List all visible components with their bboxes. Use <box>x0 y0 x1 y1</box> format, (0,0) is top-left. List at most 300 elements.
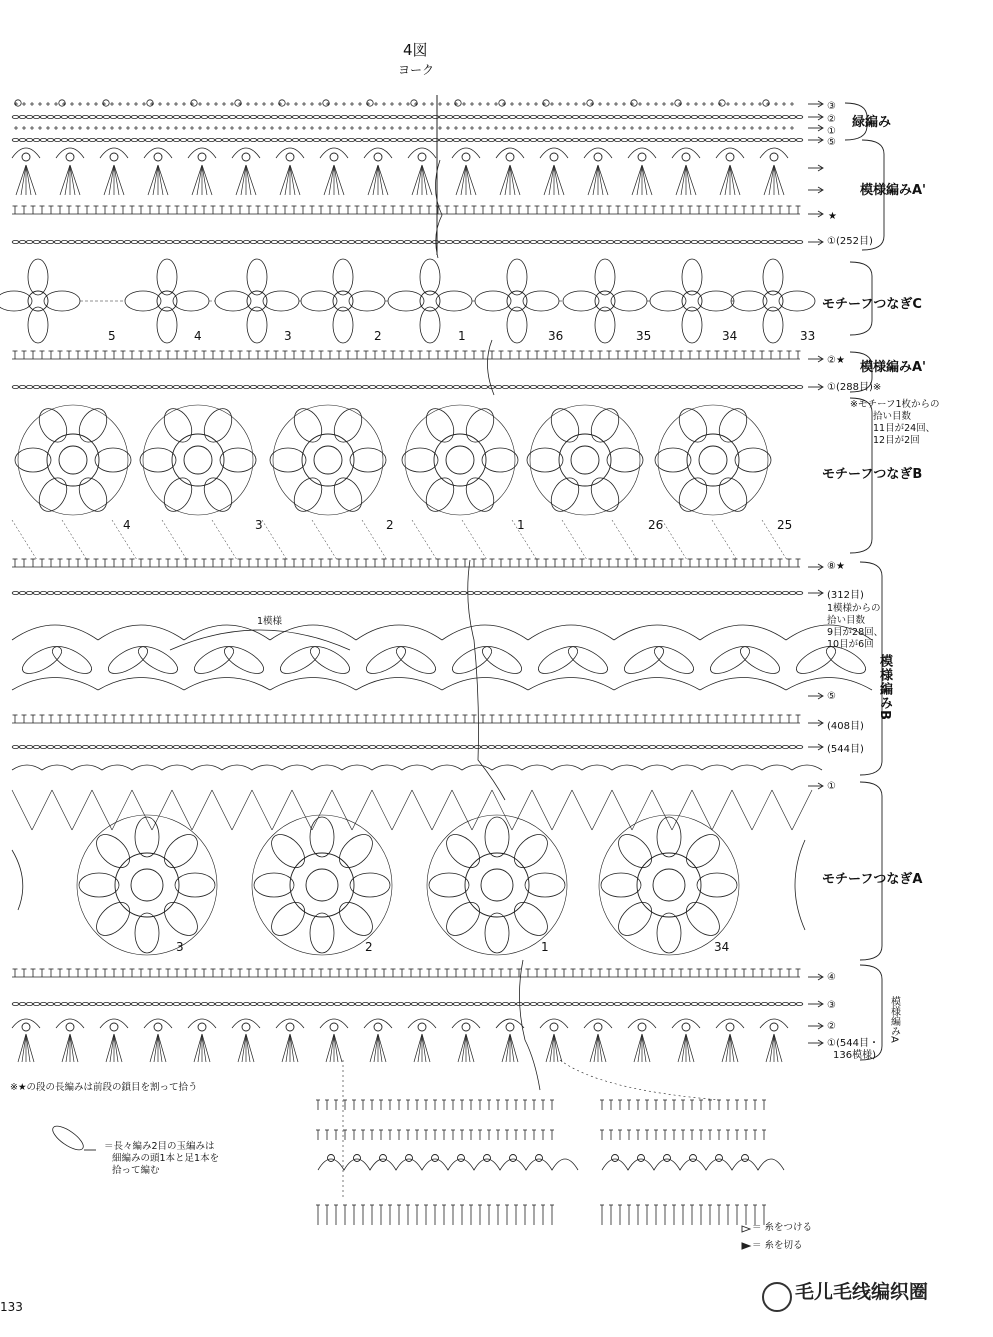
fan-stitch <box>104 165 114 195</box>
chain-stitch <box>208 240 215 243</box>
chain-stitch <box>145 385 152 388</box>
chain-stitch <box>40 745 47 748</box>
motif-a-center <box>481 869 513 901</box>
fan-stitch <box>466 165 471 195</box>
chain-stitch <box>348 385 355 388</box>
chain-stitch <box>698 591 705 594</box>
chain-stitch <box>789 115 796 118</box>
fan-stitch <box>686 165 691 195</box>
chain-stitch <box>460 385 467 388</box>
chain-stitch <box>117 591 124 594</box>
motif-b-petal <box>140 448 176 472</box>
chain-stitch <box>404 591 411 594</box>
pickup-triangle <box>792 790 812 830</box>
chain-stitch <box>40 1002 47 1005</box>
chain-stitch <box>173 240 180 243</box>
chain-stitch <box>586 1002 593 1005</box>
fan-stitch <box>370 1034 378 1062</box>
chain-stitch <box>418 745 425 748</box>
chain-stitch <box>12 240 19 243</box>
chain-stitch <box>362 138 369 141</box>
fan-arc <box>672 1019 700 1028</box>
chain-stitch <box>54 385 61 388</box>
chain-stitch <box>719 138 726 141</box>
fan-stitch <box>774 1034 778 1062</box>
fan-stitch <box>554 165 559 195</box>
fan-stitch <box>730 165 740 195</box>
chain-stitch <box>705 745 712 748</box>
chain-stitch <box>201 1002 208 1005</box>
chain-stitch <box>236 240 243 243</box>
chain-stitch <box>705 591 712 594</box>
chain-stitch <box>166 1002 173 1005</box>
motif-a-petal <box>657 913 681 953</box>
fan-stitch <box>70 165 75 195</box>
chain-stitch <box>355 591 362 594</box>
motif-a-number: 34 <box>714 940 730 954</box>
chain-stitch <box>775 385 782 388</box>
detail-puff <box>690 1155 697 1162</box>
chain-stitch <box>481 385 488 388</box>
chain-stitch <box>558 240 565 243</box>
pattern-b-arc <box>442 625 528 640</box>
chain-stitch <box>586 240 593 243</box>
chain-stitch <box>47 591 54 594</box>
detail-puff <box>354 1155 361 1162</box>
chain-stitch <box>481 1002 488 1005</box>
chain-stitch <box>159 1002 166 1005</box>
chain-stitch <box>488 745 495 748</box>
chain-stitch <box>271 240 278 243</box>
pattern-b-leaf <box>48 641 95 679</box>
fan-stitch <box>109 165 114 195</box>
chain-stitch <box>698 138 705 141</box>
chain-stitch <box>180 1002 187 1005</box>
chain-stitch <box>61 745 68 748</box>
fan-arc <box>276 1019 304 1028</box>
motif-a-petal <box>333 896 378 941</box>
motif-a-petal <box>429 873 469 897</box>
chain-stitch <box>75 138 82 141</box>
chain-stitch <box>558 385 565 388</box>
fan-arc <box>496 1019 524 1028</box>
chain-stitch <box>642 240 649 243</box>
fan-stitch <box>506 1034 510 1062</box>
fan-stitch <box>598 1034 602 1062</box>
chain-stitch <box>26 240 33 243</box>
chain-stitch <box>796 745 803 748</box>
motif-b-petal <box>461 473 500 516</box>
chain-stitch <box>40 138 47 141</box>
fan-stitch <box>505 165 510 195</box>
motif-a-petal <box>680 828 725 873</box>
pickup-dash <box>162 520 187 560</box>
motif-a-petal <box>680 896 725 941</box>
chain-stitch <box>593 240 600 243</box>
chain-stitch <box>761 240 768 243</box>
chain-stitch <box>698 745 705 748</box>
chain-stitch <box>33 591 40 594</box>
motif-c-center <box>157 291 177 311</box>
chain-stitch <box>453 115 460 118</box>
fan-stitch <box>290 1034 294 1062</box>
chain-stitch <box>677 385 684 388</box>
pickup-triangle <box>592 790 612 830</box>
chain-stitch <box>754 745 761 748</box>
round-label-1: ① <box>827 126 836 137</box>
puff-stitch <box>198 1023 206 1031</box>
pickup-triangle <box>112 790 132 830</box>
chain-stitch <box>607 240 614 243</box>
chain-stitch <box>439 591 446 594</box>
chain-stitch <box>145 745 152 748</box>
fan-stitch <box>730 1034 734 1062</box>
chain-stitch <box>782 240 789 243</box>
chain-stitch <box>236 115 243 118</box>
chain-stitch <box>579 745 586 748</box>
motif-b-petal <box>546 404 585 447</box>
fan-stitch <box>682 1034 686 1062</box>
chain-stitch <box>502 591 509 594</box>
motif-b-petal <box>270 448 306 472</box>
chain-stitch <box>460 115 467 118</box>
chain-stitch <box>635 385 642 388</box>
chain-stitch <box>271 138 278 141</box>
fan-stitch <box>774 165 779 195</box>
chain-stitch <box>68 1002 75 1005</box>
chain-stitch <box>782 115 789 118</box>
motif-a-petal <box>697 873 737 897</box>
fan-stitch <box>280 165 290 195</box>
chain-stitch <box>509 115 516 118</box>
fan-stitch <box>725 165 730 195</box>
chain-stitch <box>390 115 397 118</box>
round-label-5: ⑤ <box>827 137 836 148</box>
motif-a-center <box>131 869 163 901</box>
motif-b-petal <box>220 448 256 472</box>
chain-stitch <box>411 591 418 594</box>
fan-arc <box>56 1019 84 1028</box>
chain-stitch <box>166 385 173 388</box>
chain-stitch <box>740 591 747 594</box>
chain-stitch <box>194 138 201 141</box>
chain-stitch <box>495 138 502 141</box>
chain-stitch <box>33 115 40 118</box>
chain-stitch <box>103 745 110 748</box>
chain-stitch <box>705 385 712 388</box>
fan-arc <box>364 1019 392 1028</box>
motif-c-center <box>682 291 702 311</box>
chain-stitch <box>243 240 250 243</box>
motif-a-number: 3 <box>176 940 184 954</box>
chain-stitch <box>684 240 691 243</box>
motif-c-number: 5 <box>108 329 116 343</box>
fan-stitch <box>197 165 202 195</box>
chain-stitch <box>544 385 551 388</box>
chain-stitch <box>26 138 33 141</box>
chain-stitch <box>61 115 68 118</box>
fan-stitch <box>632 165 642 195</box>
fan-stitch <box>554 1034 558 1062</box>
chain-stitch <box>782 138 789 141</box>
motif-pickup-note-1: ※モチーフ1枚からの <box>850 399 940 410</box>
chain-stitch <box>537 240 544 243</box>
motif-b-petal <box>199 473 238 516</box>
chain-stitch <box>425 115 432 118</box>
chain-stitch <box>600 115 607 118</box>
puff-stitch <box>638 1023 646 1031</box>
motif-c-petal <box>779 291 815 311</box>
chain-stitch <box>362 591 369 594</box>
chain-stitch <box>495 1002 502 1005</box>
fan-stitch <box>66 1034 70 1062</box>
chain-stitch <box>467 240 474 243</box>
chain-stitch <box>635 745 642 748</box>
puff-stitch <box>110 1023 118 1031</box>
motif-a-outline <box>252 815 392 955</box>
fan-stitch <box>202 1034 210 1062</box>
chain-stitch <box>397 115 404 118</box>
chain-stitch <box>285 1002 292 1005</box>
chain-stitch <box>243 1002 250 1005</box>
chain-stitch <box>446 385 453 388</box>
chain-stitch <box>131 1002 138 1005</box>
chain-stitch <box>432 591 439 594</box>
fan-stitch <box>422 1034 426 1062</box>
chain-stitch <box>761 591 768 594</box>
motif-c-petal <box>263 291 299 311</box>
chain-stitch <box>47 138 54 141</box>
page-number: 133 <box>0 1300 23 1314</box>
motif-b-petal <box>402 448 438 472</box>
chain-stitch <box>299 745 306 748</box>
motif-a-petal <box>485 817 509 857</box>
fan-stitch <box>417 165 422 195</box>
round-a-start: ①(544目・ <box>827 1038 879 1049</box>
chain-stitch <box>537 591 544 594</box>
detail-arc <box>318 1159 578 1170</box>
puff-stitch <box>154 153 162 161</box>
join-seam <box>519 960 540 1090</box>
chain-stitch <box>390 591 397 594</box>
chain-stitch <box>194 1002 201 1005</box>
chain-stitch <box>327 385 334 388</box>
section-pattern-a1-label: 模様編みA' <box>860 183 927 198</box>
puff-stitch <box>594 153 602 161</box>
chain-stitch <box>89 115 96 118</box>
fan-stitch <box>114 165 119 195</box>
chain-stitch <box>75 591 82 594</box>
chain-stitch <box>649 138 656 141</box>
chain-stitch <box>712 115 719 118</box>
chain-stitch <box>698 385 705 388</box>
fan-stitch <box>598 165 608 195</box>
chain-stitch <box>656 385 663 388</box>
chain-stitch <box>166 138 173 141</box>
chain-stitch <box>229 240 236 243</box>
motif-b-petal <box>329 404 368 447</box>
chain-stitch <box>12 1002 19 1005</box>
fan-arc <box>232 1019 260 1028</box>
chain-stitch <box>663 591 670 594</box>
chain-stitch <box>628 240 635 243</box>
chain-stitch <box>243 138 250 141</box>
chain-stitch <box>544 115 551 118</box>
fan-stitch <box>502 1034 510 1062</box>
motif-b-petal <box>329 473 368 516</box>
motif-c-petal <box>215 291 251 311</box>
motif-c-center <box>28 291 48 311</box>
chain-stitch <box>33 138 40 141</box>
motif-b-petal <box>15 448 51 472</box>
chain-stitch <box>306 240 313 243</box>
pattern-b-arc <box>98 678 184 691</box>
chain-stitch <box>264 385 271 388</box>
motif-c-petal <box>28 307 48 343</box>
round-label-3: ③ <box>827 101 836 112</box>
chain-stitch <box>180 115 187 118</box>
fan-stitch <box>681 165 686 195</box>
chain-stitch <box>705 138 712 141</box>
chain-stitch <box>740 385 747 388</box>
chain-stitch <box>278 115 285 118</box>
motif-b-outline <box>18 405 128 515</box>
motif-b-center <box>184 446 212 474</box>
chain-stitch <box>271 745 278 748</box>
chain-stitch <box>12 138 19 141</box>
fan-stitch <box>290 165 300 195</box>
motif-c-petal <box>563 291 599 311</box>
pattern-b-leaf <box>478 641 525 679</box>
pickup-triangle <box>72 790 92 830</box>
puff-stitch <box>374 1023 382 1031</box>
chain-stitch <box>327 240 334 243</box>
chain-stitch <box>166 115 173 118</box>
pattern-pickup-note-2: 拾い目数 <box>827 615 866 626</box>
motif-b-outline <box>530 405 640 515</box>
motif-c-petal <box>763 259 783 295</box>
detail-puff <box>484 1155 491 1162</box>
chain-stitch <box>593 1002 600 1005</box>
chain-stitch <box>663 115 670 118</box>
chain-stitch <box>726 745 733 748</box>
fan-stitch <box>16 165 26 195</box>
chain-stitch <box>348 240 355 243</box>
fan-stitch <box>242 1034 246 1062</box>
pattern-pickup-note-1: 1模様からの <box>827 603 881 614</box>
legend-attach: ＝ 糸をつける <box>752 1222 813 1233</box>
chain-stitch <box>40 240 47 243</box>
chain-stitch <box>684 591 691 594</box>
chain-stitch <box>208 745 215 748</box>
fan-stitch <box>334 165 339 195</box>
motif-b-petal <box>74 473 113 516</box>
chain-stitch <box>26 1002 33 1005</box>
chain-stitch <box>768 745 775 748</box>
chain-stitch <box>187 115 194 118</box>
chain-stitch <box>75 115 82 118</box>
fan-stitch <box>422 165 427 195</box>
pattern-b-arc <box>614 625 700 640</box>
chain-stitch <box>747 138 754 141</box>
chain-stitch <box>12 591 19 594</box>
chain-stitch <box>285 240 292 243</box>
chain-stitch <box>19 138 26 141</box>
fan-stitch <box>334 1034 338 1062</box>
motif-c-petal <box>349 291 385 311</box>
chain-stitch <box>432 1002 439 1005</box>
chain-stitch <box>250 745 257 748</box>
detail-puff <box>458 1155 465 1162</box>
chain-stitch <box>747 385 754 388</box>
chain-stitch <box>614 240 621 243</box>
motif-c-petal <box>650 291 686 311</box>
chain-stitch <box>670 115 677 118</box>
motif-a-center <box>653 869 685 901</box>
chain-stitch <box>747 1002 754 1005</box>
chain-stitch <box>509 240 516 243</box>
motif-c-petal <box>157 259 177 295</box>
chain-stitch <box>390 385 397 388</box>
chain-stitch <box>670 385 677 388</box>
chain-stitch <box>614 138 621 141</box>
chain-stitch <box>355 115 362 118</box>
motif-a-number: 2 <box>365 940 373 954</box>
motif-c-petal <box>388 291 424 311</box>
chain-stitch <box>642 591 649 594</box>
puff-stitch <box>550 153 558 161</box>
chain-stitch <box>54 591 61 594</box>
puff-symbol <box>49 1122 87 1154</box>
motif-b-petal <box>421 473 460 516</box>
chain-stitch <box>635 591 642 594</box>
motif-c-center <box>595 291 615 311</box>
chain-stitch <box>320 745 327 748</box>
chain-stitch <box>537 138 544 141</box>
chain-stitch <box>621 1002 628 1005</box>
section-pattern-a2-label: 模様編みA' <box>860 360 927 375</box>
chain-stitch <box>537 745 544 748</box>
pickup-triangle <box>192 790 212 830</box>
chain-stitch <box>628 745 635 748</box>
chain-stitch <box>551 115 558 118</box>
chain-stitch <box>369 138 376 141</box>
fan-stitch <box>65 165 70 195</box>
chain-stitch <box>544 138 551 141</box>
chain-stitch <box>600 138 607 141</box>
motif-c-petal <box>333 259 353 295</box>
chain-stitch <box>299 385 306 388</box>
chain-stitch <box>481 138 488 141</box>
chain-stitch <box>236 591 243 594</box>
chain-stitch <box>754 385 761 388</box>
chain-stitch <box>131 115 138 118</box>
chain-stitch <box>334 385 341 388</box>
chain-stitch <box>579 591 586 594</box>
round-a2-start: ①(288目)※ <box>827 382 882 393</box>
chain-stitch <box>649 1002 656 1005</box>
chain-stitch <box>390 1002 397 1005</box>
chain-stitch <box>131 138 138 141</box>
pattern-b-arc <box>12 625 98 640</box>
chain-stitch <box>509 138 516 141</box>
chain-stitch <box>334 115 341 118</box>
round-a-start-2: 136模様) <box>833 1050 876 1061</box>
motif-b-petal <box>735 448 771 472</box>
chain-stitch <box>82 1002 89 1005</box>
chain-stitch <box>124 591 131 594</box>
chain-stitch <box>516 138 523 141</box>
